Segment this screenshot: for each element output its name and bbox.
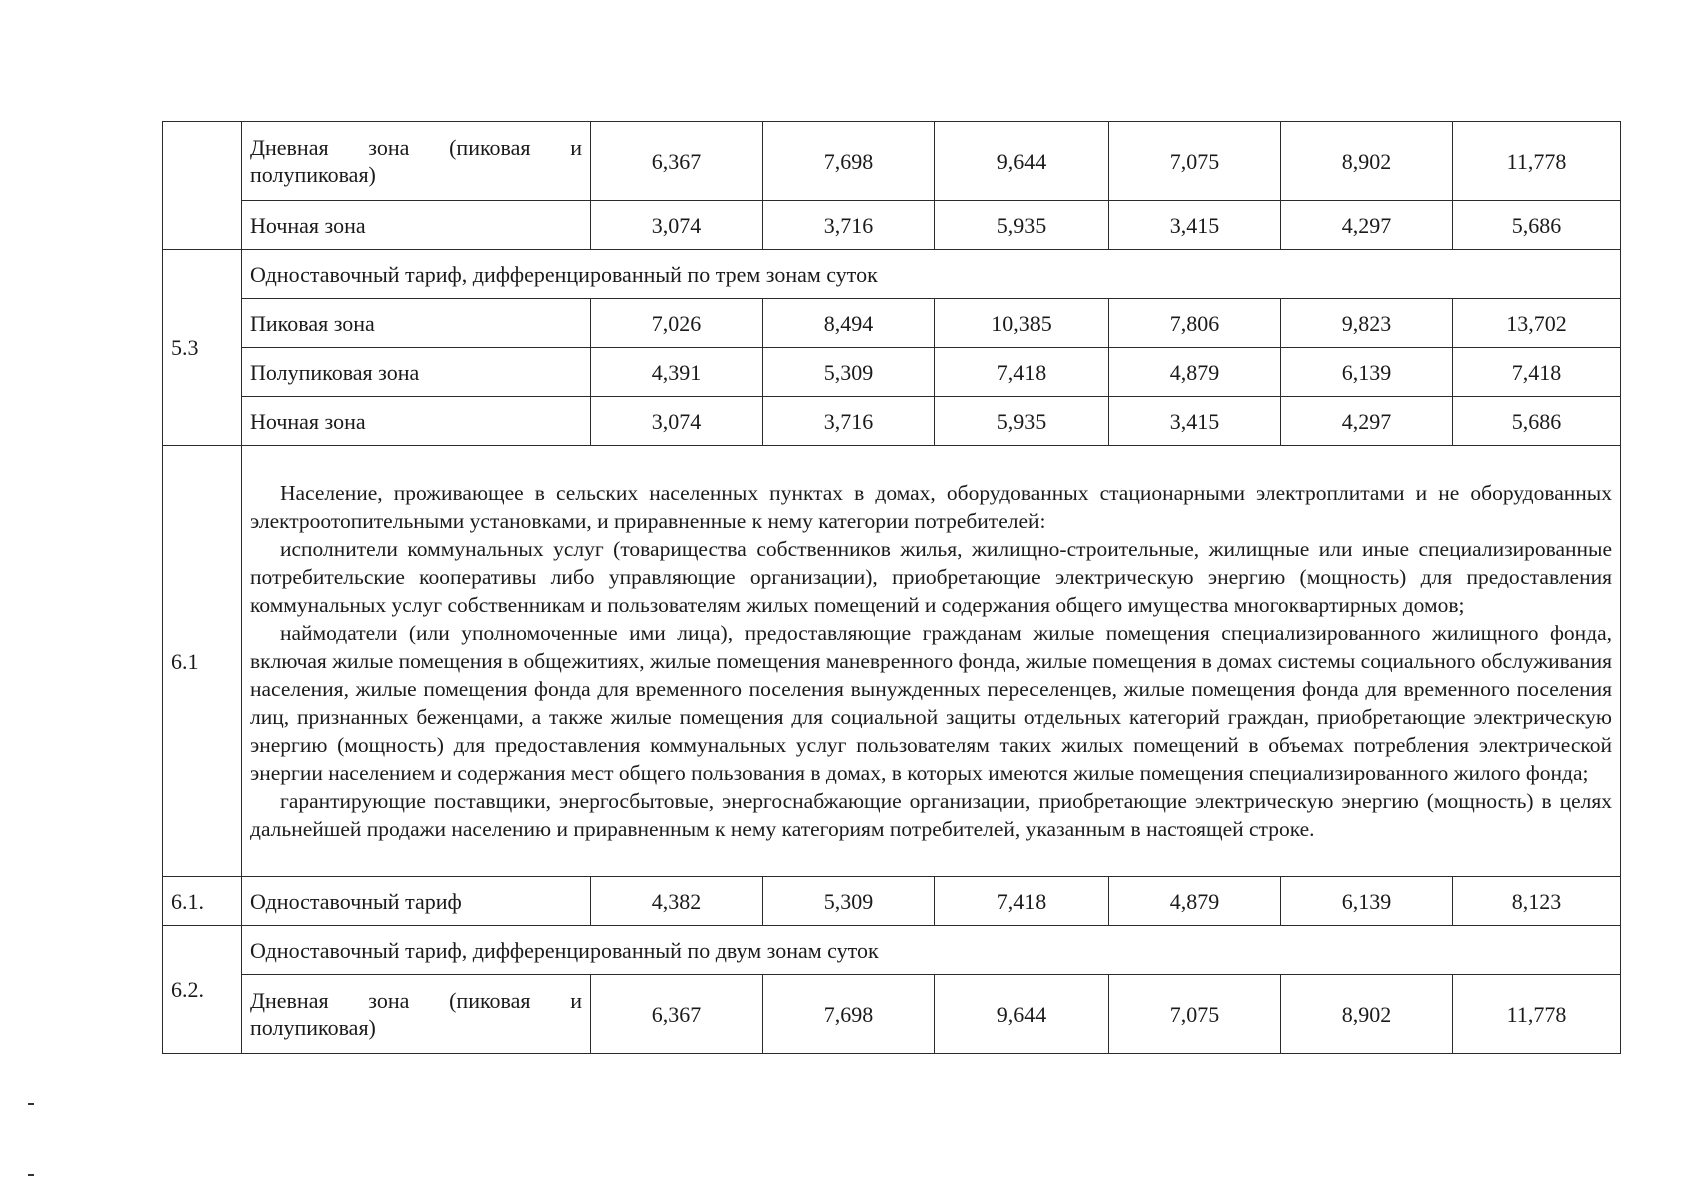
scan-mark [28, 1103, 34, 1105]
row-label: Ночная зона [242, 397, 591, 446]
section-heading: Одноставочный тариф, дифференцированный по трем зонам суток [242, 250, 1621, 299]
value-cell: 7,806 [1109, 299, 1281, 348]
row-label-text: Дневная зона (пиковая и полупиковая) [250, 988, 582, 1040]
table-row [163, 877, 1621, 926]
value-cell: 3,716 [763, 397, 935, 446]
row-label: Ночная зона [242, 201, 591, 250]
value-cell: 7,418 [1453, 348, 1621, 397]
description-paragraph: наймодатели (или уполномоченные ими лица), предоставляющие гражданам жилые помещения специализированного жилищного фонда, включая жилые помещения в общежитиях, жилые помещения маневренного фонда, жилые помещения в домах системы социального обслуживания населения, жилые помещения фонда для временного поселения вынужденных переселенцев, жилые помещения фонда для временного поселения лиц, признанных беженцами, а также жилые помещения для социальной защиты отдельных категорий граждан, приобретающие электрическую энергию (мощность) для предоставления коммунальных услуг пользователям таких жилых помещений в объемах потребления электрической энергии населением и содержания мест общего пользования в домах, в которых имеются жилые помещения специализированного жилого фонда; [250, 621, 1612, 785]
value-cell: 4,382 [591, 877, 763, 926]
value-cell: 7,075 [1109, 975, 1281, 1054]
row-label [242, 122, 591, 201]
section-heading: Одноставочный тариф, дифференцированный по двум зонам суток [242, 926, 1621, 975]
value-cell: 9,644 [935, 975, 1109, 1054]
row-label-text: Дневная зона (пиковая и полупиковая) [250, 135, 582, 187]
table-row [163, 926, 1621, 975]
value-cell: 5,686 [1453, 397, 1621, 446]
table-row [163, 201, 1621, 250]
category-description [242, 446, 1621, 877]
value-cell: 3,074 [591, 201, 763, 250]
description-paragraph: Население, проживающее в сельских населенных пунктах в домах, оборудованных стационарными электроплитами и не оборудованных электроотопительными установками, и приравненные к нему категории потребителей: [250, 481, 1612, 533]
row-number: 6.2. [163, 926, 242, 1054]
value-cell: 8,902 [1281, 122, 1453, 201]
value-cell: 3,415 [1109, 201, 1281, 250]
value-cell: 4,391 [591, 348, 763, 397]
table-row [163, 348, 1621, 397]
tariff-table [162, 121, 1621, 1054]
value-cell: 5,309 [763, 877, 935, 926]
value-cell: 8,494 [763, 299, 935, 348]
value-cell: 7,075 [1109, 122, 1281, 201]
value-cell: 4,879 [1109, 877, 1281, 926]
value-cell: 11,778 [1453, 122, 1621, 201]
value-cell: 7,418 [935, 348, 1109, 397]
value-cell: 11,778 [1453, 975, 1621, 1054]
row-number: 5.3 [163, 250, 242, 446]
value-cell: 4,297 [1281, 201, 1453, 250]
scan-mark [28, 1174, 34, 1176]
value-cell: 8,123 [1453, 877, 1621, 926]
description-paragraph: гарантирующие поставщики, энергосбытовые, энергоснабжающие организации, приобретающие электрическую энергию (мощность) в целях дальнейшей продажи населению и приравненным к нему категориям потребителей, указанным в настоящей строке. [250, 789, 1612, 841]
value-cell: 5,935 [935, 201, 1109, 250]
value-cell: 6,367 [591, 122, 763, 201]
table-row [163, 299, 1621, 348]
row-number [163, 122, 242, 250]
table-row [163, 975, 1621, 1054]
table-row [163, 397, 1621, 446]
value-cell: 7,418 [935, 877, 1109, 926]
value-cell: 8,902 [1281, 975, 1453, 1054]
table-row [163, 250, 1621, 299]
value-cell: 7,698 [763, 975, 935, 1054]
row-number: 6.1 [163, 446, 242, 877]
value-cell: 3,415 [1109, 397, 1281, 446]
description-paragraph: исполнители коммунальных услуг (товарищества собственников жилья, жилищно-строительные, жилищные или иные специализированные потребительские кооперативы либо управляющие организации), приобретающие электрическую энергию (мощность) для предоставления коммунальных услуг собственникам и пользователям жилых помещений и содержания общего имущества многоквартирных домов; [250, 537, 1612, 617]
value-cell: 9,644 [935, 122, 1109, 201]
value-cell: 7,698 [763, 122, 935, 201]
value-cell: 6,139 [1281, 877, 1453, 926]
row-label [242, 975, 591, 1054]
table-row [163, 446, 1621, 877]
row-label: Одноставочный тариф [242, 877, 591, 926]
value-cell: 4,879 [1109, 348, 1281, 397]
row-label: Пиковая зона [242, 299, 591, 348]
value-cell: 3,074 [591, 397, 763, 446]
table-row [163, 122, 1621, 201]
value-cell: 13,702 [1453, 299, 1621, 348]
value-cell: 3,716 [763, 201, 935, 250]
value-cell: 5,935 [935, 397, 1109, 446]
value-cell: 6,139 [1281, 348, 1453, 397]
value-cell: 7,026 [591, 299, 763, 348]
value-cell: 5,309 [763, 348, 935, 397]
value-cell: 5,686 [1453, 201, 1621, 250]
row-label: Полупиковая зона [242, 348, 591, 397]
row-number: 6.1. [163, 877, 242, 926]
value-cell: 10,385 [935, 299, 1109, 348]
value-cell: 6,367 [591, 975, 763, 1054]
value-cell: 4,297 [1281, 397, 1453, 446]
value-cell: 9,823 [1281, 299, 1453, 348]
